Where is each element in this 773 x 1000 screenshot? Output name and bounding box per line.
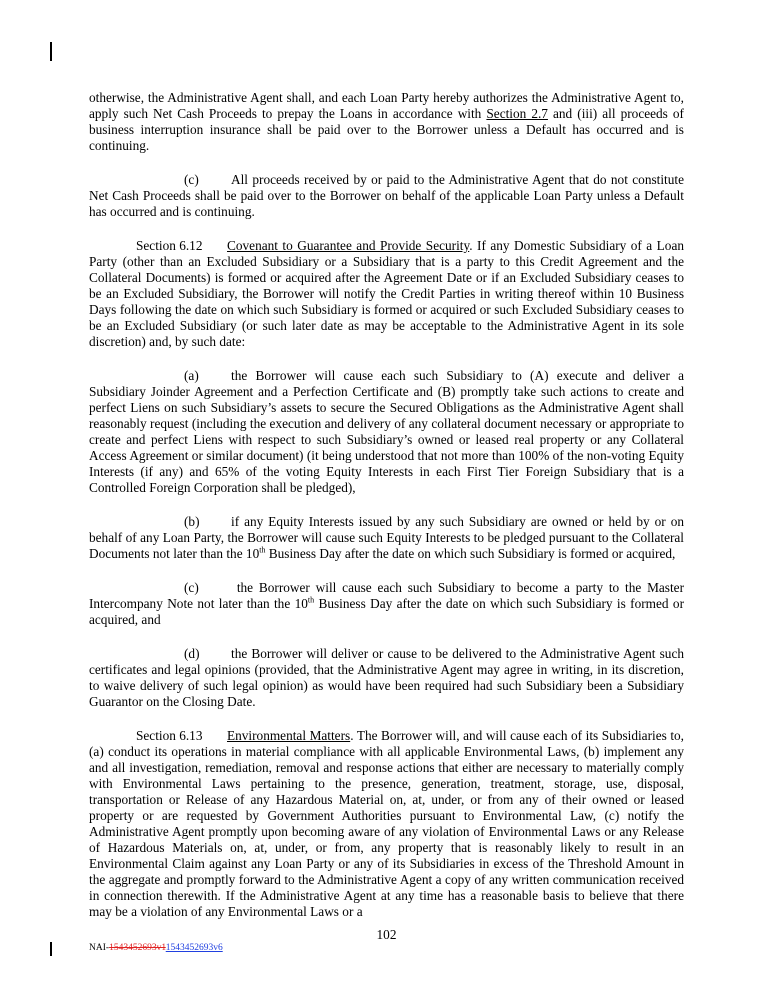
paragraph-6-12-b: (b) if any Equity Interests issued by any such Subsidiary are owned or held by or on behalf of any Loan Party, the Borrower will cause such Equity Interests to be pledged pursuant to the Collateral Documents not later than the 10th Business Day after the date on which such Subsidiary is formed or acquired, <box>89 514 684 561</box>
section-2-7-reference: Section 2.7 <box>486 106 548 121</box>
document-id-footer: NAI-1543452693v11543452693v6 <box>89 943 223 953</box>
page-number: 102 <box>376 927 397 942</box>
section-heading: Covenant to Guarantee and Provide Security <box>227 238 470 253</box>
paragraph-6-12-a: (a) the Borrower will cause each such Subsidiary to (A) execute and deliver a Subsidiary Joinder Agreement and a Perfection Certificate and (B) promptly take such actions to create and perfect Liens on such Subsidiary’s assets to secure the Secured Obligations as the Administrative Agent shall reasonably request (including the execution and delivery of any collateral document necessary or appropriate to create and perfect Liens with respect to such Subsidiary’s owned or leased real property or any Collateral Access Agreement or similar document) (it being understood that not more than 100% of the non-voting Equity Interests (if any) and 65% of the voting Equity Interests in each First Tier Foreign Subsidiary that is a Controlled Foreign Corporation shall be pledged), <box>89 368 684 495</box>
change-bar-top <box>50 42 52 61</box>
paragraph-label: (c) <box>184 172 199 187</box>
paragraph-label: (b) <box>184 514 200 529</box>
section-6-12: Section 6.12 Covenant to Guarantee and Provide Security. If any Domestic Subsidiary of a Loan Party (other than an Excluded Subsidiary or a Subsidiary that is a party to this Credit Agreement and the Collateral Documents) is formed or acquired after the Agreement Date or if an Excluded Subsidiary ceases to be an Excluded Subsidiary, the Borrower will notify the Credit Parties in writing thereof within 10 Business Days following the date on which such Subsidiary is formed or acquired or such Excluded Subsidiary ceases to be an Excluded Subsidiary (or such later date as may be acceptable to the Administrative Agent in its sole discretion) and, by such date: <box>89 238 684 349</box>
section-heading: Environmental Matters <box>227 728 351 743</box>
change-bar-bottom <box>50 942 52 956</box>
deleted-doc-id: 1543452693v1 <box>109 943 166 953</box>
section-number: Section 6.13 <box>136 728 203 743</box>
section-number: Section 6.12 <box>136 238 203 253</box>
paragraph-6-12-c: (c) the Borrower will cause each such Subsidiary to become a party to the Master Intercompany Note not later than the 10th Business Day after the date on which such Subsidiary is formed or acquired, and <box>89 580 684 627</box>
document-body <box>89 90 684 920</box>
paragraph-label: (a) <box>184 368 199 383</box>
section-6-13: Section 6.13 Environmental Matters. The Borrower will, and will cause each of its Subsidiaries to, (a) conduct its operations in material compliance with all applicable Environmental Laws, (b) implement any and all investigation, remediation, removal and response actions that either are necessary to materially comply with Environmental Laws pertaining to the presence, generation, treatment, storage, use, disposal, transportation or Release of any Hazardous Material on, at, under, or from any of their owned or leased property or are requested by Government Authorities pursuant to Environmental Law, (c) notify the Administrative Agent promptly upon becoming aware of any violation of Environmental Laws or any Release of Hazardous Materials on, at, under, or from, any property that is reasonably likely to result in an Environmental Claim against any Loan Party or any of its Subsidiaries in excess of the Threshold Amount in the aggregate and promptly forward to the Administrative Agent a copy of any written communication received in connection therewith. If the Administrative Agent at any time has a reasonable basis to believe that there may be a violation of any Environmental Laws or a <box>89 728 684 919</box>
paragraph-6-12-d: (d) the Borrower will deliver or cause to be delivered to the Administrative Agent such certificates and legal opinions (provided, that the Administrative Agent may agree in writing, in its discretion, to waive delivery of such legal opinion) as would have been required had such Subsidiary been a Subsidiary Guarantor on the Closing Date. <box>89 646 684 709</box>
inserted-doc-id: 1543452693v6 <box>165 943 223 953</box>
paragraph-label: (d) <box>184 646 200 661</box>
paragraph-6-11-c: (c) All proceeds received by or paid to the Administrative Agent that do not constitute Net Cash Proceeds shall be paid over to the Borrower on behalf of the applicable Loan Party unless a Default has occurred and is continuing. <box>89 172 684 219</box>
paragraph-label: (c) <box>184 580 199 595</box>
continuation-paragraph: otherwise, the Administrative Agent shall, and each Loan Party hereby authorizes the Administrative Agent to, apply such Net Cash Proceeds to prepay the Loans in accordance with Section 2.7 and (iii) all proceeds of business interruption insurance shall be paid over to the Borrower unless a Default has occurred and is continuing. <box>89 90 684 153</box>
